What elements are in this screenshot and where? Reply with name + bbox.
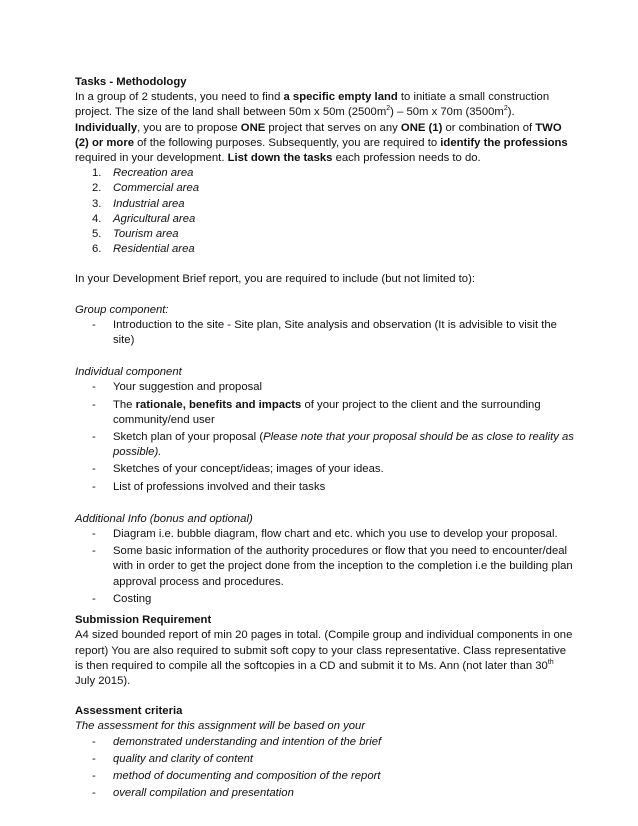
list-item: - demonstrated understanding and intention of the brief (92, 735, 382, 748)
spacer (75, 288, 575, 303)
list-item: - Some basic information of the authority procedures or flow that you need to encounter/deal with in order to get the project done from the inception to the completion i.e the building plan approval process and procedures. (92, 545, 573, 588)
individual-list (75, 380, 575, 494)
methodology-heading: Tasks - Methodology (75, 76, 187, 88)
spacer (75, 497, 575, 512)
list-item: - Your suggestion and proposal (92, 381, 263, 394)
individual-heading: Individual component (75, 366, 182, 379)
methodology-paragraph-2: Individually, you are to propose ONE project that serves on any ONE (1) or combination of TWO (2) or more of the following purposes. Subsequently, you are required to identify the professions required in your development. List down the tasks each profession needs to do. (75, 121, 568, 165)
spacer (75, 350, 575, 365)
list-item: 2. Commercial area (92, 182, 200, 195)
document-body (75, 75, 575, 803)
list-item: - Sketches of your concept/ideas; images of your ideas. (92, 463, 384, 476)
list-item: 5. Tourism area (92, 228, 179, 241)
assessment-list (75, 735, 575, 802)
list-item: - Costing (92, 592, 152, 605)
list-item: 3. Industrial area (92, 197, 185, 210)
list-item: - method of documenting and composition of the report (92, 769, 381, 782)
submission-heading: Submission Requirement (75, 614, 212, 627)
submission-paragraph: A4 sized bounded report of min 20 pages in total. (Compile group and individual components in one report) You are also required to submit soft copy to your class representative. Class representative is then required to compile all the softcopies in a CD and submit it to Ms. Ann (not later than 30th July 2015). (75, 629, 573, 687)
purposes-list (75, 166, 575, 257)
group-list (75, 318, 575, 348)
spacer (75, 689, 575, 704)
list-item: 6. Residential area (92, 243, 195, 256)
list-item: 4. Agricultural area (92, 212, 196, 225)
list-item: - List of professions involved and their tasks (92, 480, 326, 493)
additional-list (75, 527, 575, 607)
spacer (75, 257, 575, 272)
methodology-paragraph-1: In a group of 2 students, you need to find a specific empty land to initiate a small construction project. The size of the land shall between 50m x 50m $(2500m^2) - 50m$ x 70m $(3500m^2)$. (75, 91, 550, 119)
list-item: - Diagram i.e. bubble diagram, flow chart and etc. which you use to develop your proposal. (92, 528, 558, 541)
list-item: - Introduction to the site - Site plan, Site analysis and observation (It is advisible to visit the site) (92, 318, 557, 347)
list-item: - overall compilation and presentation (92, 787, 294, 800)
additional-heading: Additional Info (bonus and optional) (75, 512, 253, 525)
list-item: - quality and clarity of content (92, 752, 254, 765)
assessment-intro: The assessment for this assignment will be based on your (75, 720, 366, 733)
list-item: - Sketch plan of your proposal (Please note that your proposal should be as close to reality as possible). (92, 431, 574, 459)
list-item: - The rationale, benefits and impacts of your project to the client and the surrounding community/end user (92, 398, 541, 426)
brief-intro: In your Development Brief report, you are required to include (but not limited to): (75, 273, 475, 286)
assessment-heading: Assessment criteria (75, 705, 183, 718)
list-item: 1. Recreation area (92, 167, 194, 180)
group-heading: Group component: (75, 303, 169, 316)
